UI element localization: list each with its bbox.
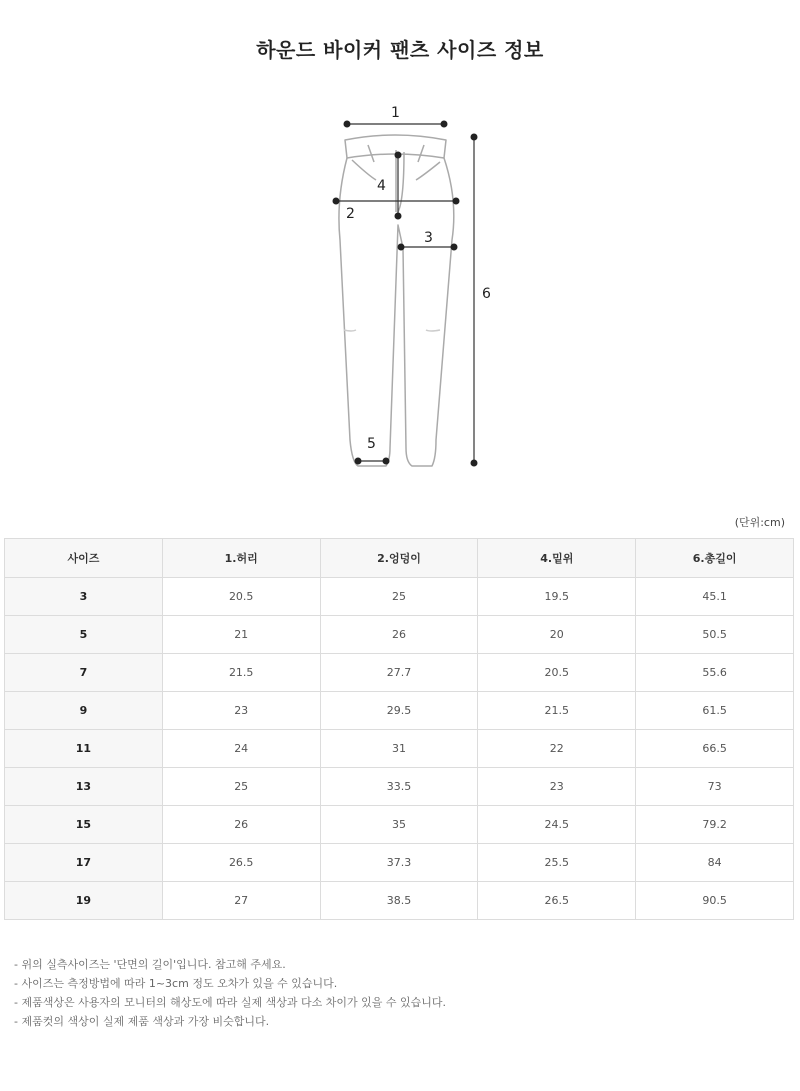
header-hip: 2.엉덩이	[320, 539, 478, 578]
measurement-cell: 19.5	[478, 578, 636, 616]
size-cell: 3	[5, 578, 163, 616]
table-row	[5, 654, 794, 692]
note-item: - 제품색상은 사용자의 모니터의 해상도에 따라 실제 색상과 다소 차이가 있을 수 있습니다.	[14, 996, 446, 1009]
note-item: - 제품컷의 색상이 실제 제품 색상과 가장 비슷합니다.	[14, 1015, 270, 1028]
rise-label: 4	[377, 178, 386, 194]
measurement-cell: 31	[320, 730, 478, 768]
measurement-cell: 20	[478, 616, 636, 654]
size-cell: 7	[5, 654, 163, 692]
table-header-row	[5, 539, 794, 578]
measurement-cell: 26.5	[162, 844, 320, 882]
table-row	[5, 806, 794, 844]
header-length: 6.총길이	[636, 539, 794, 578]
measurement-cell: 24	[162, 730, 320, 768]
table-row	[5, 730, 794, 768]
table-row	[5, 578, 794, 616]
table-row	[5, 616, 794, 654]
page-title: 하운드 바이커 팬츠 사이즈 정보	[256, 38, 544, 62]
measurement-cell: 66.5	[636, 730, 794, 768]
measurement-cell: 45.1	[636, 578, 794, 616]
measurement-cell: 26.5	[478, 882, 636, 920]
measurement-cell: 55.6	[636, 654, 794, 692]
measurement-cell: 61.5	[636, 692, 794, 730]
notes	[14, 955, 446, 1031]
unit-note: (단위:cm)	[734, 516, 785, 529]
note-item: - 위의 실측사이즈는 '단면의 길이'입니다. 참고해 주세요.	[14, 958, 286, 971]
measurement-cell: 79.2	[636, 806, 794, 844]
measurement-cell: 90.5	[636, 882, 794, 920]
measurement-cell: 23	[478, 768, 636, 806]
measurement-cell: 22	[478, 730, 636, 768]
pants-illustration	[339, 135, 454, 466]
measurement-cell: 33.5	[320, 768, 478, 806]
measurement-cell: 84	[636, 844, 794, 882]
size-cell: 19	[5, 882, 163, 920]
measurement-cell: 25	[320, 578, 478, 616]
size-cell: 13	[5, 768, 163, 806]
table-row	[5, 692, 794, 730]
measurement-cell: 27	[162, 882, 320, 920]
header-size: 사이즈	[5, 539, 163, 578]
note-item: - 사이즈는 측정방법에 따라 1~3cm 정도 오차가 있을 수 있습니다.	[14, 977, 338, 990]
length-label: 6	[482, 286, 491, 302]
measurement-cell: 20.5	[478, 654, 636, 692]
thigh-label: 3	[424, 230, 433, 246]
measurement-cell: 24.5	[478, 806, 636, 844]
size-table	[4, 538, 794, 920]
measurement-cell: 25	[162, 768, 320, 806]
table-row	[5, 882, 794, 920]
measurement-cell: 37.3	[320, 844, 478, 882]
measurement-cell: 29.5	[320, 692, 478, 730]
hip-label: 2	[346, 206, 355, 222]
header-waist: 1.허리	[162, 539, 320, 578]
table-row	[5, 844, 794, 882]
measurement-cell: 21	[162, 616, 320, 654]
measurement-cell: 26	[320, 616, 478, 654]
size-cell: 9	[5, 692, 163, 730]
table-row	[5, 768, 794, 806]
size-cell: 17	[5, 844, 163, 882]
hem-label: 5	[367, 436, 376, 452]
measurement-cell: 21.5	[478, 692, 636, 730]
waist-label: 1	[391, 105, 400, 121]
size-cell: 15	[5, 806, 163, 844]
header-rise: 4.밑위	[478, 539, 636, 578]
measurement-cell: 21.5	[162, 654, 320, 692]
measurement-cell: 38.5	[320, 882, 478, 920]
size-cell: 11	[5, 730, 163, 768]
pants-measurement-diagram	[0, 100, 800, 480]
measurement-cell: 73	[636, 768, 794, 806]
measurement-cell: 23	[162, 692, 320, 730]
size-cell: 5	[5, 616, 163, 654]
measurement-cell: 27.7	[320, 654, 478, 692]
measurement-cell: 35	[320, 806, 478, 844]
measurement-cell: 25.5	[478, 844, 636, 882]
measurement-cell: 20.5	[162, 578, 320, 616]
measurement-cell: 50.5	[636, 616, 794, 654]
measurement-cell: 26	[162, 806, 320, 844]
